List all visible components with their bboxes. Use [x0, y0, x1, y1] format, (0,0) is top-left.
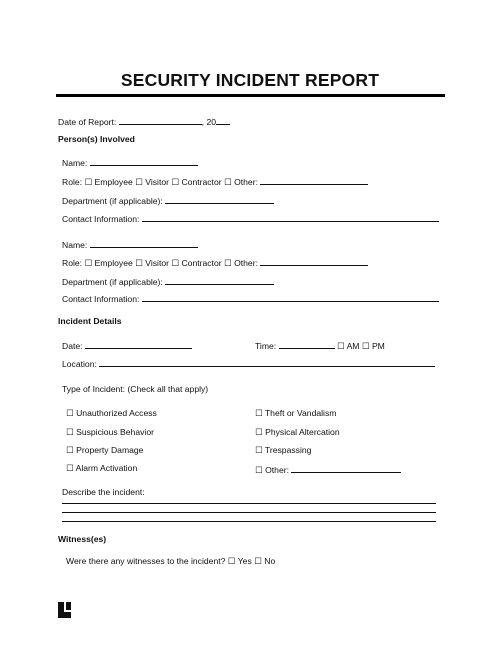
describe-line-3[interactable]: [62, 521, 436, 522]
describe-line-2[interactable]: [62, 512, 436, 513]
pm-checkbox[interactable]: ☐ PM: [361, 341, 385, 351]
person2-contact-row: [62, 292, 439, 304]
person2-name-row: [62, 238, 198, 250]
person1-department-row: [62, 194, 274, 206]
type-other-field[interactable]: [291, 463, 401, 473]
person2-contact-field[interactable]: [142, 292, 439, 302]
year-prefix: , 20: [201, 117, 217, 127]
person2-name-field[interactable]: [90, 238, 198, 248]
department-label: Department (if applicable):: [62, 196, 163, 206]
witness-question: Were there any witnesses to the incident?: [66, 556, 226, 566]
role-label: Role:: [62, 177, 83, 187]
role-visitor-checkbox[interactable]: ☐ Visitor: [135, 177, 169, 187]
witness-question-row: [66, 556, 275, 567]
type-alarm-activation-checkbox[interactable]: ☐ Alarm Activation: [66, 463, 138, 473]
person1-role-other-field[interactable]: [260, 175, 368, 185]
type-unauthorized-access-checkbox[interactable]: ☐ Unauthorized Access: [66, 408, 157, 418]
role-employee-checkbox[interactable]: ☐ Employee: [84, 258, 133, 268]
role-label: Role:: [62, 258, 83, 268]
person2-role-row: [62, 256, 368, 269]
type-property-damage-checkbox[interactable]: ☐ Property Damage: [66, 445, 144, 455]
incident-location-row: [62, 357, 435, 369]
person1-department-field[interactable]: [165, 194, 274, 204]
type-other-checkbox[interactable]: ☐ Other:: [255, 465, 289, 475]
brand-logo-icon: [58, 602, 72, 618]
incident-type-label: Type of Incident: (Check all that apply): [62, 384, 209, 394]
person1-name-row: [62, 156, 198, 168]
incident-time-row: [255, 339, 385, 352]
person2-department-row: [62, 275, 274, 287]
incident-date-row: [62, 339, 192, 351]
incident-time-label: Time:: [255, 341, 277, 351]
incident-location-label: Location:: [62, 359, 97, 369]
incident-date-label: Date:: [62, 341, 83, 351]
date-of-report-field[interactable]: [119, 115, 202, 125]
contact-label: Contact Information:: [62, 214, 140, 224]
name-label: Name:: [62, 158, 88, 168]
type-theft-vandalism-checkbox[interactable]: ☐ Theft or Vandalism: [255, 408, 337, 418]
witness-no-checkbox[interactable]: ☐ No: [254, 556, 276, 566]
person1-contact-row: [62, 212, 439, 224]
am-checkbox[interactable]: ☐ AM: [336, 341, 360, 351]
witness-yes-checkbox[interactable]: ☐ Yes: [227, 556, 252, 566]
witness-heading: Witness(es): [58, 534, 107, 544]
contact-label: Contact Information:: [62, 294, 140, 304]
type-trespassing-checkbox[interactable]: ☐ Trespassing: [255, 445, 312, 455]
describe-line-1[interactable]: [62, 503, 436, 504]
role-contractor-checkbox[interactable]: ☐ Contractor: [171, 258, 222, 268]
incident-date-field[interactable]: [85, 339, 192, 349]
role-other-checkbox[interactable]: ☐ Other:: [223, 177, 258, 187]
type-physical-altercation-checkbox[interactable]: ☐ Physical Altercation: [255, 427, 340, 437]
year-field[interactable]: [216, 115, 230, 125]
incident-location-field[interactable]: [99, 357, 435, 367]
persons-heading: Person(s) Involved: [58, 134, 135, 144]
incident-time-field[interactable]: [279, 339, 335, 349]
department-label: Department (if applicable):: [62, 277, 163, 287]
describe-incident-label: Describe the incident:: [62, 487, 145, 497]
person1-contact-field[interactable]: [142, 212, 439, 222]
role-contractor-checkbox[interactable]: ☐ Contractor: [171, 177, 222, 187]
type-other-row: [255, 463, 401, 476]
date-of-report-row: [58, 115, 230, 127]
title-rule: [56, 94, 445, 97]
role-employee-checkbox[interactable]: ☐ Employee: [84, 177, 133, 187]
incident-heading: Incident Details: [58, 316, 122, 326]
person1-role-row: [62, 175, 368, 188]
name-label: Name:: [62, 240, 88, 250]
date-of-report-label: Date of Report:: [58, 117, 117, 127]
role-visitor-checkbox[interactable]: ☐ Visitor: [135, 258, 169, 268]
person1-name-field[interactable]: [90, 156, 198, 166]
person2-department-field[interactable]: [165, 275, 274, 285]
role-other-checkbox[interactable]: ☐ Other:: [223, 258, 258, 268]
type-suspicious-behavior-checkbox[interactable]: ☐ Suspicious Behavior: [66, 427, 154, 437]
page-title: SECURITY INCIDENT REPORT: [120, 70, 380, 90]
person2-role-other-field[interactable]: [260, 256, 368, 266]
